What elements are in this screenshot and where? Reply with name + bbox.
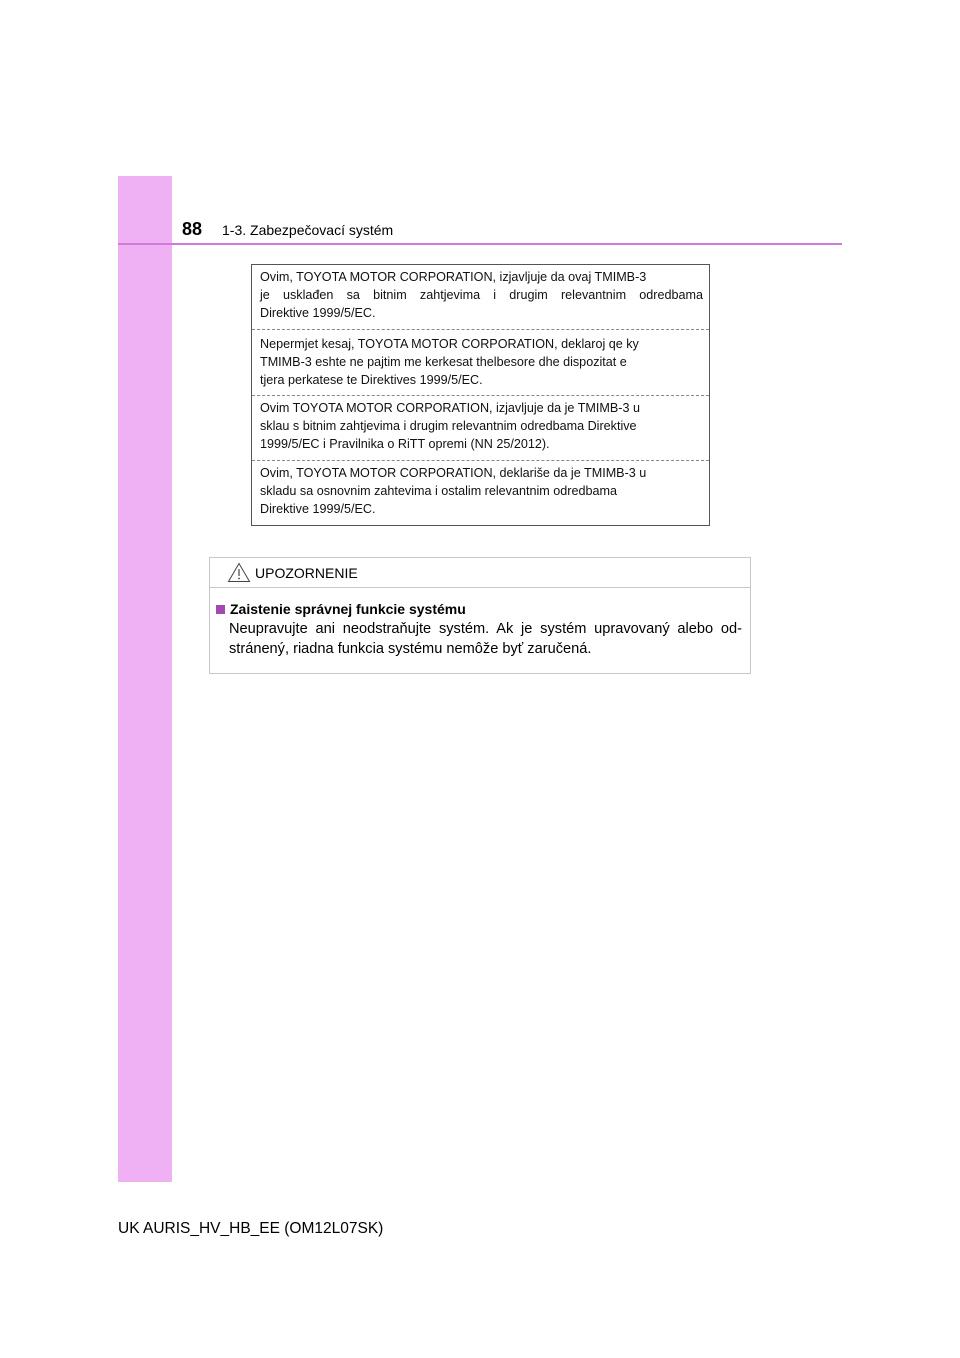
declaration-text bbox=[252, 399, 709, 453]
declaration-divider bbox=[252, 395, 709, 396]
declaration-box bbox=[251, 264, 710, 526]
warning-triangle-icon bbox=[227, 562, 251, 583]
declaration-line: TMIMB-3 eshte ne pajtim me kerkesat thelbesore dhe dispozitat e bbox=[260, 355, 627, 369]
section-title: 1-3. Zabezpečovací systém bbox=[222, 222, 394, 238]
declaration-line: Ovim, TOYOTA MOTOR CORPORATION, izjavljuje da ovaj TMIMB-3 bbox=[260, 270, 647, 284]
header-divider bbox=[118, 243, 842, 245]
caution-box bbox=[209, 557, 751, 674]
declaration-text bbox=[252, 335, 709, 389]
caution-heading bbox=[216, 599, 742, 619]
square-bullet-icon bbox=[216, 605, 225, 614]
declaration-text bbox=[252, 464, 709, 518]
declaration-line: je usklađen sa bitnim zahtjevima i drugim relevantnim odredbama bbox=[260, 288, 703, 302]
declaration-line: sklau s bitnim zahtjevima i drugim relevantnim odredbama Direktive bbox=[260, 419, 637, 433]
caution-heading-text: Zaistenie správnej funkcie systému bbox=[230, 601, 466, 617]
declaration-line: tjera perkatese te Direktives 1999/5/EC. bbox=[260, 373, 483, 387]
declaration-divider bbox=[252, 460, 709, 461]
declaration-line: skladu sa osnovnim zahtevima i ostalim relevantnim odredbama bbox=[260, 484, 617, 498]
declaration-divider bbox=[252, 329, 709, 330]
page-number: 88 bbox=[182, 219, 203, 239]
declaration-text bbox=[252, 268, 709, 322]
declaration-line: 1999/5/EC i Pravilnika o RiTT opremi (NN 25/2012). bbox=[260, 437, 550, 451]
declaration-line: Direktive 1999/5/EC. bbox=[260, 306, 376, 320]
footer-manual-code: UK AURIS_HV_HB_EE (OM12L07SK) bbox=[118, 1220, 384, 1237]
chapter-side-tab bbox=[118, 176, 172, 1182]
caution-text: Neupravujte ani neodstraňujte systém. Ak je systém upravovaný alebo od-stránený, riadna funkcia systému nemôže byť zaručená. bbox=[229, 621, 742, 657]
caution-label: UPOZORNENIE bbox=[255, 565, 358, 581]
caution-header bbox=[210, 558, 750, 588]
declaration-line: Nepermjet kesaj, TOYOTA MOTOR CORPORATION, deklaroj qe ky bbox=[260, 337, 639, 351]
declaration-line: Ovim TOYOTA MOTOR CORPORATION, izjavljuje da je TMIMB-3 u bbox=[260, 401, 640, 415]
declaration-line: Direktive 1999/5/EC. bbox=[260, 502, 376, 516]
caution-body bbox=[216, 599, 742, 659]
declaration-line: Ovim, TOYOTA MOTOR CORPORATION, deklariše da je TMIMB-3 u bbox=[260, 466, 647, 480]
